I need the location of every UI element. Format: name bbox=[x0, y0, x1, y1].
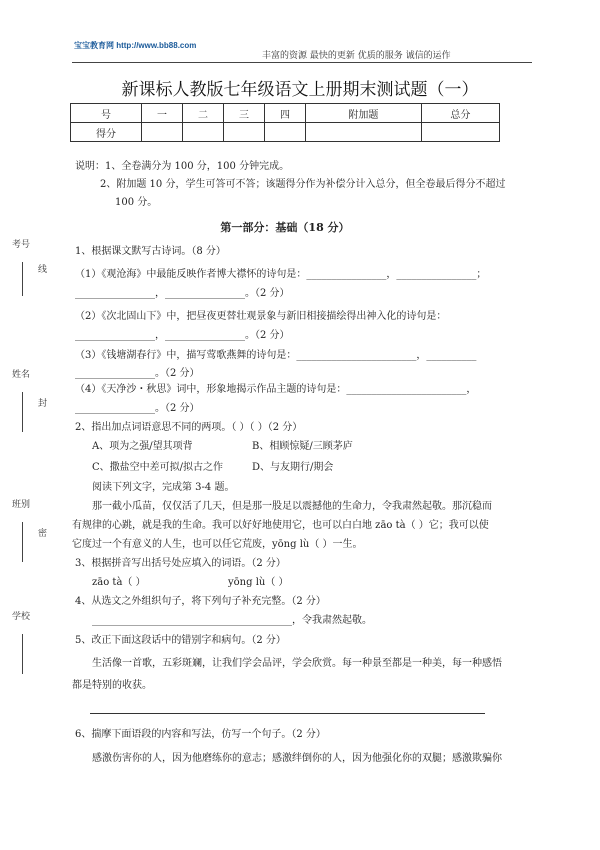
q1-item-3-cont: ________________。（2 分） bbox=[75, 368, 200, 379]
q3-pinyin-2: yōng lù（ ） bbox=[228, 577, 289, 588]
q6-stem: 6、揣摩下面语段的内容和写法，仿写一个句子。（2 分） bbox=[75, 729, 326, 740]
table-cell bbox=[265, 123, 306, 142]
margin-label-class: 班别 bbox=[12, 500, 31, 510]
margin-seal-feng: 封 bbox=[38, 399, 48, 409]
header-divider bbox=[72, 62, 532, 63]
score-table bbox=[70, 103, 500, 142]
q2-option-a: A、项为之强/望其项背 bbox=[92, 441, 193, 452]
q1-item-2-cont: ________________，________________。（2 分） bbox=[75, 330, 290, 341]
q3-stem: 3、根据拼音写出括号处应填入的词语。（2 分） bbox=[75, 558, 286, 569]
margin-seal-xian: 线 bbox=[38, 265, 48, 275]
margin-underline bbox=[22, 262, 23, 296]
q1-item-4-cont: ________________。（2 分） bbox=[75, 403, 200, 414]
margin-underline bbox=[22, 522, 23, 562]
table-cell bbox=[142, 123, 183, 142]
reading-line-2: 有规律的心跳，就是我的生命。我可以好好地使用它，也可以白白地 zāo tà（ ）它；我可以使 bbox=[72, 520, 489, 531]
margin-seal-mi: 密 bbox=[38, 529, 48, 539]
q5-stem: 5、改正下面这段话中的错别字和病句。（2 分） bbox=[75, 635, 286, 646]
q5-line-1: 生活像一首歌，五彩斑斓，让我们学会品评，学会欣赏。每一种景至都是一种美，每一种感悟 bbox=[92, 658, 502, 669]
q2-option-b: B、相顾惊疑/三顾茅庐 bbox=[252, 441, 353, 452]
table-cell: 号 bbox=[71, 104, 142, 123]
reading-line-3: 它度过一个有意义的人生，也可以任它荒废，yōng lù（ ）一生。 bbox=[72, 539, 363, 550]
table-header-row bbox=[71, 104, 500, 123]
q5-line-2: 都是特别的收获。 bbox=[72, 680, 152, 691]
table-cell bbox=[183, 123, 224, 142]
table-row bbox=[71, 123, 500, 142]
q1-item-4: （4）《天净沙・秋思》词中，形象地揭示作品主题的诗句是：________________________， bbox=[75, 384, 477, 395]
margin-underline bbox=[22, 634, 23, 674]
q4-answer-line: ________________________________________，令我肃然起敬。 bbox=[92, 615, 372, 626]
q6-line-1: 感激伤害你的人，因为他磨练你的意志；感激绊倒你的人，因为他强化你的双腿；感激欺骗你 bbox=[92, 753, 502, 764]
site-logo: 宝宝教育网 http://www.bb88.com bbox=[74, 41, 197, 50]
margin-label-name: 姓名 bbox=[12, 370, 31, 380]
margin-label-kaohao: 考号 bbox=[12, 240, 31, 250]
q1-item-3: （3）《钱塘湖春行》中，描写莺歌燕舞的诗句是：________________________，__________ bbox=[75, 350, 477, 361]
q2-option-d: D、与友期行/期会 bbox=[252, 462, 334, 473]
note-2: 2、附加题 10 分，学生可答可不答；该题得分作为补偿分计入总分，但全卷最后得分不超过 bbox=[100, 179, 506, 190]
q1-item-2: （2）《次北固山下》中，把昼夜更替壮观景象与新旧相接描绘得出神入化的诗句是： bbox=[75, 311, 447, 322]
q1-stem: 1、根据课文默写古诗词。（8 分） bbox=[75, 246, 226, 257]
table-cell: 二 bbox=[183, 104, 224, 123]
page-title: 新课标人教版七年级语文上册期末测试题（一） bbox=[121, 80, 479, 100]
q1-item-1: （1）《观沧海》中最能反映作者博大襟怀的诗句是：________________，________________； bbox=[75, 269, 487, 280]
table-cell bbox=[306, 123, 422, 142]
note-2-cont: 100 分。 bbox=[115, 197, 158, 208]
site-slogan: 丰富的资源 最快的更新 优质的服务 诚信的运作 bbox=[262, 51, 451, 61]
section-title: 第一部分：基础（18 分） bbox=[220, 221, 350, 234]
table-cell: 附加题 bbox=[306, 104, 422, 123]
note-1: 说明：1、全卷满分为 100 分，100 分钟完成。 bbox=[75, 161, 290, 172]
table-cell bbox=[224, 123, 265, 142]
q2-stem: 2、指出加点词语意思不同的两项。（ ）（ ）（2 分） bbox=[75, 422, 303, 433]
table-cell: 三 bbox=[224, 104, 265, 123]
table-cell: 一 bbox=[142, 104, 183, 123]
table-cell: 总分 bbox=[421, 104, 499, 123]
q2-option-c: C、撒盐空中差可拟/拟古之作 bbox=[92, 462, 224, 473]
table-cell: 四 bbox=[265, 104, 306, 123]
reading-line-1: 那一截小瓜苗，仅仅活了几天，但是那一股足以震撼他的生命力，令我肃然起敬。那沉稳而 bbox=[92, 501, 492, 512]
margin-label-school: 学校 bbox=[12, 612, 31, 622]
q4-stem: 4、从选文之外组织句子，将下列句子补充完整。（2 分） bbox=[75, 596, 326, 607]
table-cell bbox=[421, 123, 499, 142]
table-cell: 得分 bbox=[71, 123, 142, 142]
reading-intro: 阅读下列文字，完成第 3-4 题。 bbox=[92, 482, 235, 493]
q3-pinyin-1: zāo tà（ ） bbox=[92, 577, 146, 588]
margin-underline bbox=[22, 392, 23, 432]
q5-answer-line bbox=[90, 713, 485, 714]
q1-item-1-cont: ________________，________________。（2 分） bbox=[75, 288, 290, 299]
